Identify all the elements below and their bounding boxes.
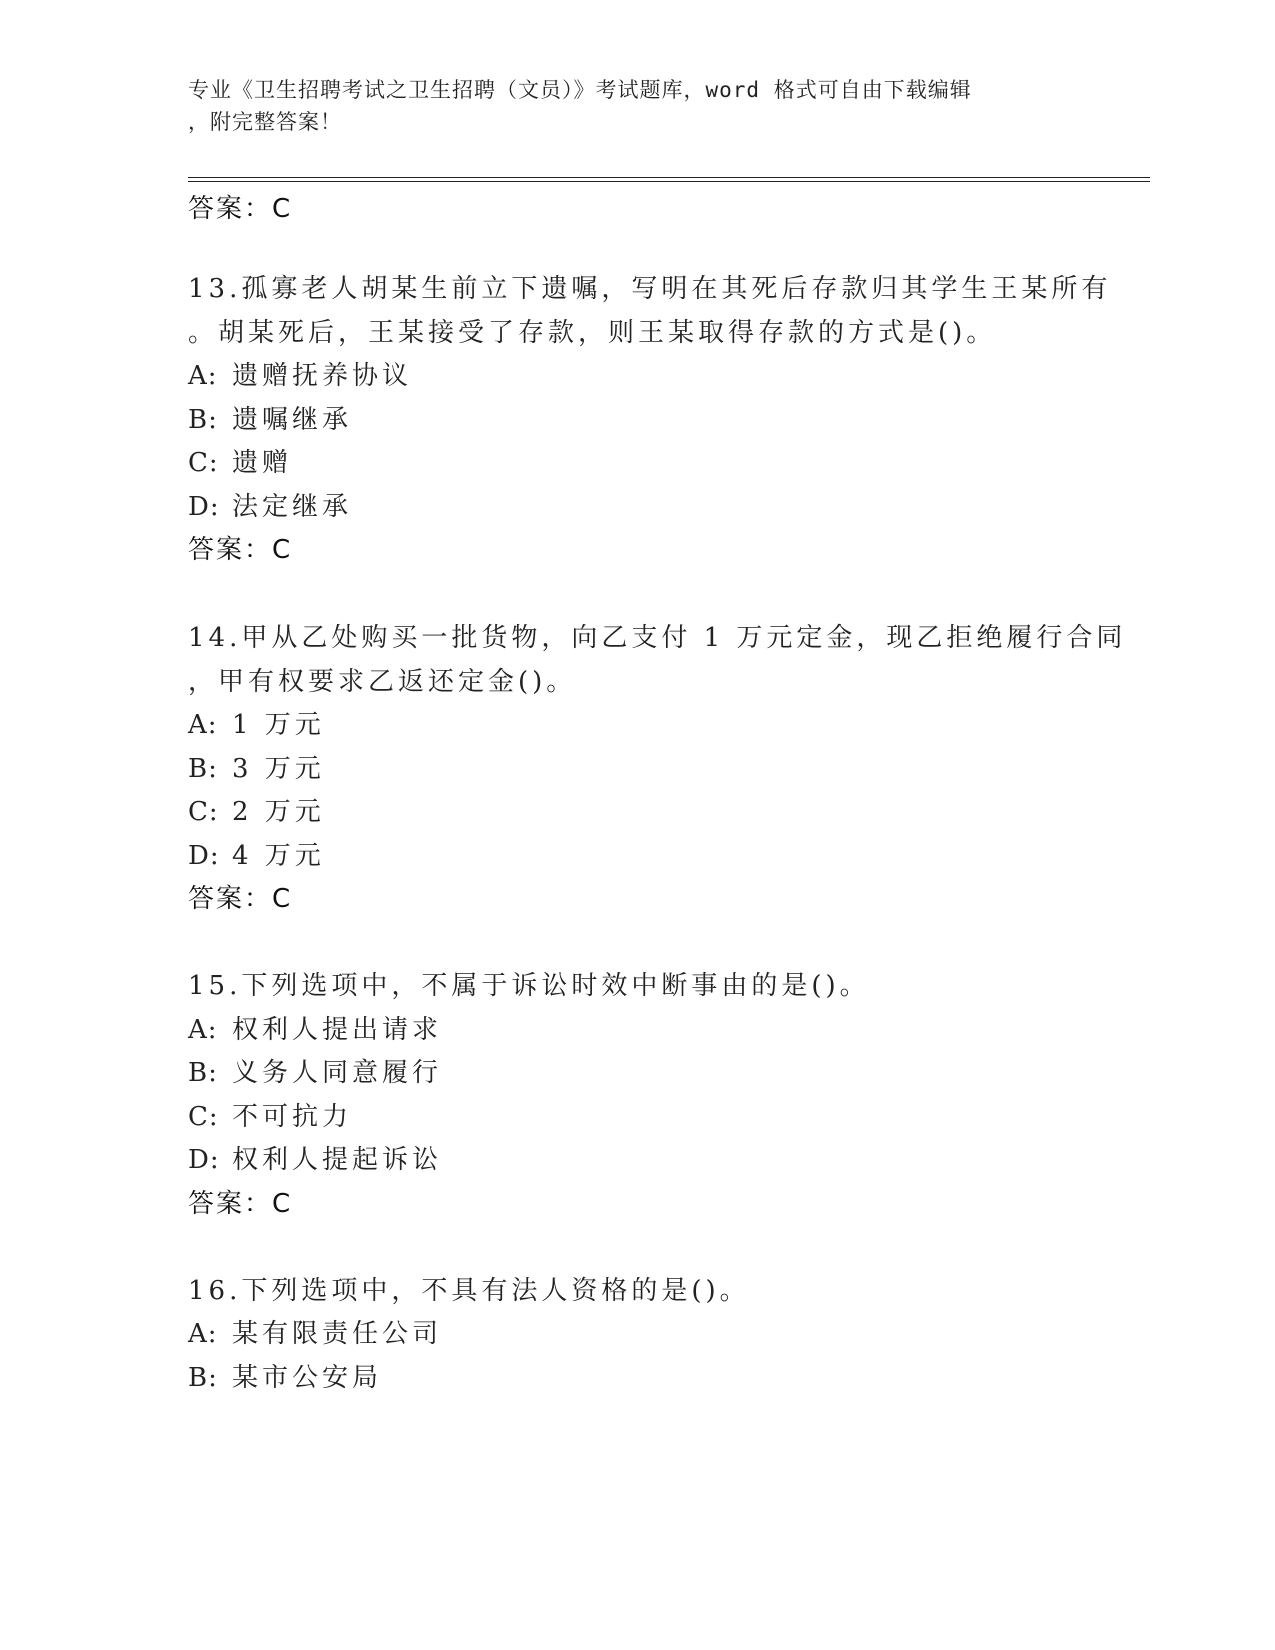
answer-prefix: 答案： [188, 1189, 273, 1219]
option-text: 4 万元 [232, 841, 325, 871]
answer-value: C [272, 884, 293, 914]
option-text: 某市公安局 [232, 1363, 383, 1393]
option-text: 法定继承 [232, 492, 353, 522]
option-d [188, 839, 325, 873]
question-text-line: 13.孤寡老人胡某生前立下遗嘱，写明在其死后存款归其学生王某所有 [188, 274, 1112, 304]
option-a [188, 1317, 442, 1351]
option-a [188, 708, 325, 742]
option-key: D: [188, 841, 220, 871]
option-key: A: [188, 1319, 218, 1349]
answer-prefix: 答案： [188, 194, 273, 224]
option-key: D: [188, 492, 220, 522]
answer-prefix: 答案： [188, 535, 273, 565]
option-text: 义务人同意履行 [232, 1058, 443, 1088]
question-text-line: ，甲有权要求乙返还定金()。 [188, 667, 577, 697]
answer-value: C [272, 535, 293, 565]
option-text: 1 万元 [232, 710, 325, 740]
option-d [188, 490, 352, 524]
question-text-line: 16.下列选项中，不具有法人资格的是()。 [188, 1276, 750, 1306]
option-b [188, 752, 325, 786]
option-key: D: [188, 1145, 220, 1175]
option-c [188, 446, 292, 480]
option-key: A: [188, 710, 218, 740]
option-key: B: [188, 1363, 218, 1393]
option-key: A: [188, 361, 218, 391]
option-a [188, 1013, 442, 1047]
document-header [188, 74, 1088, 138]
option-text: 3 万元 [232, 754, 325, 784]
answer-value: C [272, 1189, 293, 1219]
answer-line [188, 882, 292, 916]
option-text: 不可抗力 [232, 1102, 353, 1132]
option-key: A: [188, 1015, 218, 1045]
question-text-line: 。胡某死后，王某接受了存款，则王某取得存款的方式是()。 [188, 318, 997, 348]
option-key: B: [188, 1058, 218, 1088]
option-text: 遗赠 [232, 448, 293, 478]
header-line-2: ，附完整答案！ [188, 110, 342, 134]
option-text: 遗赠抚养协议 [232, 361, 413, 391]
header-line-1: 专业《卫生招聘考试之卫生招聘（文员）》考试题库，word 格式可自由下载编辑 [188, 78, 972, 102]
option-text: 权利人提出请求 [232, 1015, 443, 1045]
question-text-line: 15.下列选项中，不属于诉讼时效中断事由的是()。 [188, 971, 870, 1001]
option-b [188, 1361, 382, 1395]
option-text: 某有限责任公司 [232, 1319, 443, 1349]
option-text: 权利人提起诉讼 [232, 1145, 443, 1175]
header-divider-bottom [188, 181, 1150, 182]
header-divider-top [188, 177, 1150, 178]
option-text: 2 万元 [232, 797, 325, 827]
option-b [188, 1056, 442, 1090]
option-a [188, 359, 412, 393]
option-key: B: [188, 405, 218, 435]
answer-line-12 [188, 192, 292, 226]
question-text-line: 14.甲从乙处购买一批货物，向乙支付 1 万元定金，现乙拒绝履行合同 [188, 623, 1127, 653]
option-c [188, 795, 325, 829]
option-key: C: [188, 797, 219, 827]
option-d [188, 1143, 442, 1177]
option-key: C: [188, 448, 219, 478]
option-c [188, 1100, 352, 1134]
option-key: B: [188, 754, 218, 784]
answer-line [188, 533, 292, 567]
option-key: C: [188, 1102, 219, 1132]
option-text: 遗嘱继承 [232, 405, 353, 435]
answer-line [188, 1187, 292, 1221]
option-b [188, 403, 352, 437]
answer-prefix: 答案： [188, 884, 273, 914]
answer-value: C [272, 194, 293, 224]
